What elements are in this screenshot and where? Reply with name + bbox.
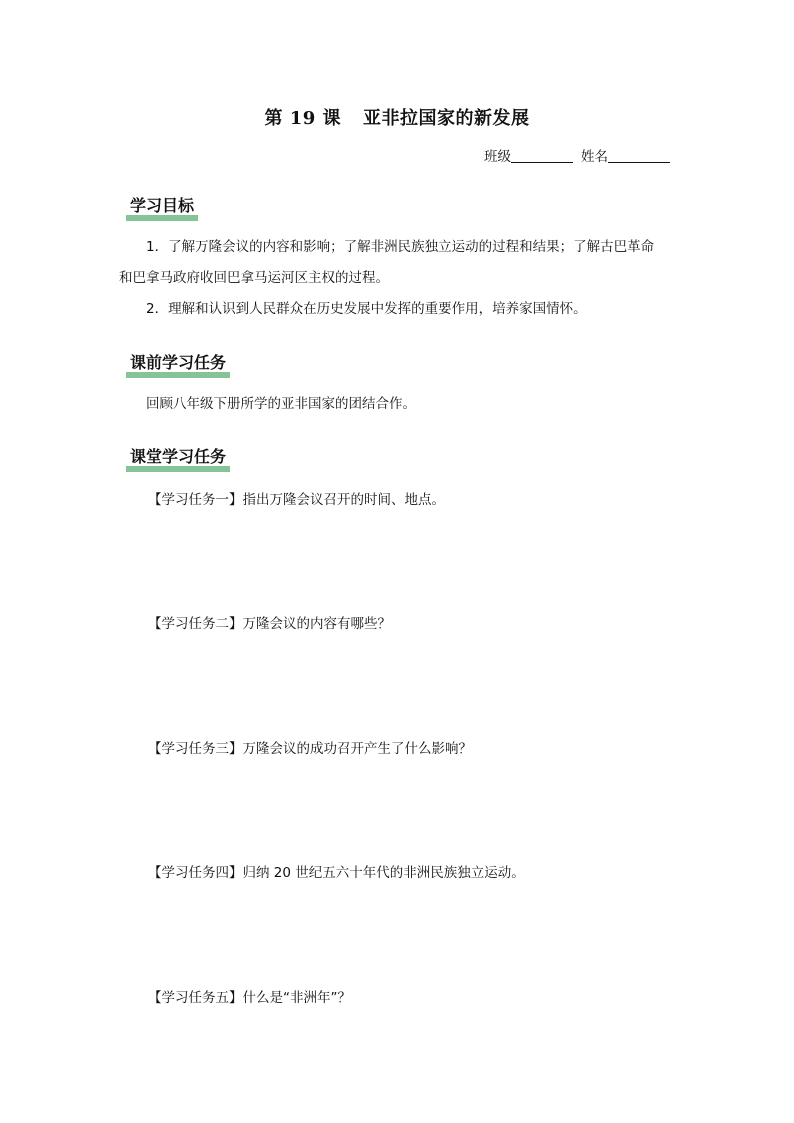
heading-highlight (126, 215, 198, 221)
lesson-number: 第 19 课 (264, 108, 342, 129)
objective-line-1: 1．了解万隆会议的内容和影响；了解非洲民族独立运动的过程和结果；了解古巴革命 (146, 239, 655, 255)
objective-line-2: 和巴拿马政府收回巴拿马运河区主权的过程。 (119, 270, 389, 286)
preclass-task-text: 回顾八年级下册所学的亚非国家的团结合作。 (146, 396, 416, 412)
page-title (0, 104, 794, 130)
name-label: 姓名 (581, 149, 608, 165)
class-blank[interactable] (511, 148, 573, 163)
preclass-heading: 课前学习任务 (126, 350, 230, 376)
name-blank[interactable] (608, 148, 670, 163)
lesson-title: 亚非拉国家的新发展 (363, 108, 530, 129)
class-label: 班级 (484, 149, 511, 165)
learning-task-5: 【学习任务五】什么是“非洲年”？ (148, 990, 351, 1006)
objective-line-3: 2．理解和认识到人民群众在历史发展中发挥的重要作用，培养家国情怀。 (146, 301, 587, 317)
student-info (484, 145, 670, 165)
heading-highlight (126, 372, 230, 378)
learning-task-1: 【学习任务一】指出万隆会议召开的时间、地点。 (148, 492, 445, 508)
objectives-heading: 学习目标 (126, 193, 198, 219)
learning-task-4: 【学习任务四】归纳 20 世纪五六十年代的非洲民族独立运动。 (148, 865, 525, 881)
heading-highlight (126, 466, 230, 472)
learning-task-2: 【学习任务二】万隆会议的内容有哪些？ (148, 616, 391, 632)
inclass-heading: 课堂学习任务 (126, 444, 230, 470)
learning-task-3: 【学习任务三】万隆会议的成功召开产生了什么影响？ (148, 741, 472, 757)
